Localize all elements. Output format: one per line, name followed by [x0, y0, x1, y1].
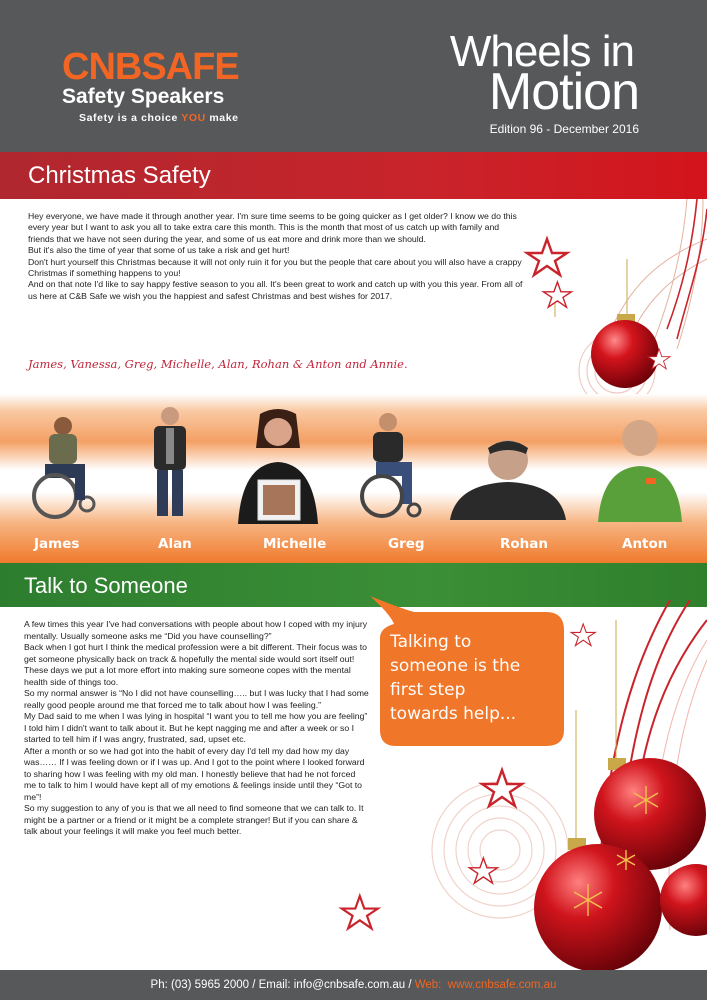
- bubble-line: towards help...: [390, 704, 517, 724]
- bubble-line: someone is the: [390, 656, 521, 676]
- photo-greg: [356, 410, 428, 522]
- cnbsafe-logo: [62, 48, 262, 124]
- footer-website-link[interactable]: www.cnbsafe.com.au: [447, 979, 557, 991]
- footer-web-label: Web:: [414, 979, 442, 991]
- christmas-article: [28, 211, 523, 302]
- talk-article: [24, 619, 369, 838]
- tagline-end: make: [209, 112, 239, 124]
- christmas-heading: Christmas Safety: [28, 162, 211, 189]
- logo-wordmark: CNBSAFE: [62, 46, 239, 88]
- logo-subtitle: Safety Speakers: [62, 85, 225, 108]
- newsletter-title-line1: Wheels in: [449, 27, 634, 76]
- talk-paragraph: So my normal answer is “No I did not have counselling….. but I was lucky that I had some really good people around me that forced me to talk about how I was feeling.”: [24, 688, 369, 710]
- footer-contact: Ph: (03) 5965 2000 / Email: info@cnbsafe.com.au /: [150, 979, 415, 991]
- photo-michelle: [230, 408, 326, 524]
- bubble-line: Talking to: [390, 632, 472, 652]
- team-name-alan: Alan: [158, 536, 192, 552]
- photo-james: [25, 412, 105, 520]
- photo-rohan: [446, 432, 570, 520]
- masthead: [0, 0, 707, 152]
- section-bar-christmas: [0, 152, 707, 199]
- team-name-michelle: Michelle: [263, 536, 327, 552]
- photo-anton: [592, 412, 688, 522]
- talk-paragraph: A few times this year I've had conversations with people about how I coped with my injury mentally. Usually someone asks me “Did you have counselling?”: [24, 619, 368, 641]
- team-name-greg: Greg: [388, 536, 425, 552]
- team-name-james: James: [34, 536, 80, 552]
- talk-paragraph: So my suggestion to any of you is that we all need to find someone that we can talk to. It might be a partner or a friend or it might be a complete stranger! But if you can share & talk about your feelings it will make you feel much better.: [24, 803, 364, 836]
- team-signature: James, Vanessa, Greg, Michelle, Alan, Rohan & Anton and Annie.: [28, 357, 408, 371]
- photo-alan: [139, 404, 201, 522]
- bubble-line: first step: [390, 680, 466, 700]
- talk-paragraph: My Dad said to me when I was lying in hospital “I want you to tell me how you are feeling” I told him I didn't want to talk about it. But he kept nagging me and after a week or so I started to tell him if I was angry, frustrated, sad, upset etc.: [24, 711, 368, 744]
- newsletter-title-line2: Motion: [488, 63, 639, 121]
- christmas-paragraph: And on that note I'd like to say happy festive season to you all. It's been great to work and catch up with you this year. From all of us here at C&B Safe we wish you the happiest and safest Christmas and best wishes for 2017.: [28, 279, 523, 301]
- team-name-rohan: Rohan: [500, 536, 549, 552]
- edition-label: Edition 96 - December 2016: [489, 122, 639, 136]
- logo-tagline: [62, 112, 262, 124]
- team-name-anton: Anton: [622, 536, 668, 552]
- speech-bubble-text: [390, 630, 560, 726]
- talk-heading: Talk to Someone: [24, 573, 188, 598]
- talk-paragraph: Back when I got hurt I think the medical profession were a bit different. Their focus was to get someone physically back on track & hopefully the mental side would sort itself out!: [24, 642, 368, 664]
- talk-paragraph: These days we put a lot more effort into making sure someone copes with the mental health side of things too.: [24, 665, 351, 687]
- tagline-start: Safety is a choice: [79, 112, 178, 124]
- tagline-you: YOU: [181, 112, 206, 124]
- christmas-decoration: [507, 199, 707, 394]
- contact-footer: [0, 970, 707, 1000]
- talk-paragraph: After a month or so we had got into the habit of every day I'd tell my dad how my day was…… If I was feeling down or if I was up. And I got to the point where I looked forward to sharing how I was feeling with my old man. I honestly believe that had he not forced me to talk to him I would have kept all of my emotions & feelings inside until they “Got to me”!: [24, 745, 365, 802]
- christmas-paragraph: But it's also the time of year that some of us take a risk and get hurt!: [28, 245, 290, 256]
- christmas-paragraph: Don't hurt yourself this Christmas because it will not only ruin it for you but the people that care about you will also have a crappy Christmas if something happens to you!: [28, 256, 522, 279]
- christmas-paragraph: Hey everyone, we have made it through another year. I'm sure time seems to be going quicker as I get older? I know we do this every year but I want to ask you all to take extra care this month. This is the month that most of us catch up with family and friends that we have not seen during the year, and some of us eat more and drink more than we should.: [28, 211, 517, 244]
